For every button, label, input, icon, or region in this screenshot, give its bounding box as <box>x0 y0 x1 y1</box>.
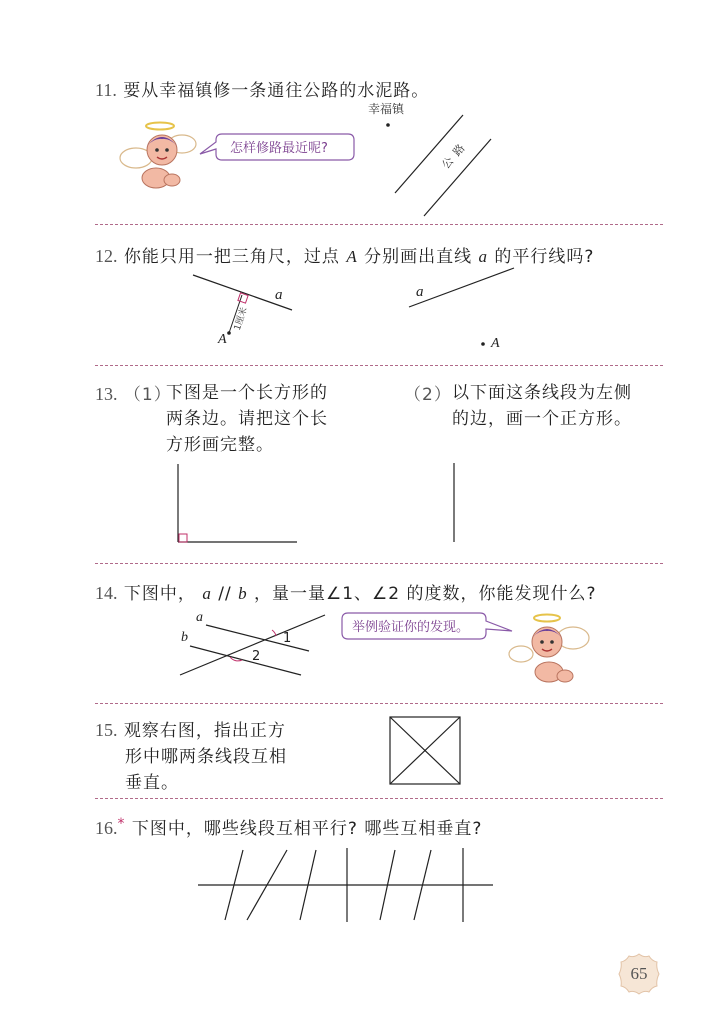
parallel-symbol: // <box>218 584 232 604</box>
q12-text-part: 分别画出直线 <box>364 247 473 267</box>
ruler-label: 1厘米 <box>232 306 250 332</box>
speech-bubble <box>340 611 515 641</box>
label-a-right: a <box>416 284 424 300</box>
optional-star-icon: * <box>117 816 126 832</box>
q16-text <box>95 814 482 839</box>
line-a <box>206 625 309 651</box>
q12-text-part: 的平行线吗? <box>494 247 595 267</box>
q13-part2-text <box>452 380 632 432</box>
q16-prompt: 下图中，哪些线段互相平行? 哪些互相垂直? <box>131 819 483 839</box>
angle-1-arc <box>272 630 276 636</box>
q12-line-name: a <box>478 247 489 266</box>
q14-line-a: a <box>202 584 212 603</box>
q13-header <box>95 380 172 405</box>
section-divider <box>95 563 663 564</box>
angel-mascot-illustration <box>507 610 592 690</box>
line-b <box>190 646 301 675</box>
section-divider <box>95 798 663 799</box>
q13-part1-line: 两条边。请把这个长 <box>166 409 328 429</box>
angle-2-label: 2 <box>252 649 261 664</box>
q15-text <box>95 717 287 796</box>
point-A-left <box>227 331 231 335</box>
q12-text <box>95 242 594 267</box>
town-label: 幸福镇 <box>368 102 405 116</box>
q14-text-part: ，量一量∠1、∠2 的度数，你能发现什么? <box>254 584 597 604</box>
q13-part2-label: （2） <box>404 385 452 405</box>
q14-text-part: 下图中， <box>123 584 196 604</box>
q16-number: 16. <box>95 818 118 838</box>
q13-part2-line: 以下面这条线段为左侧 <box>452 383 632 403</box>
q13-number: 13. <box>95 384 118 404</box>
q12-number: 12. <box>95 246 118 266</box>
q14-text <box>95 579 597 604</box>
label-A-right: A <box>491 336 500 351</box>
line-a-right <box>409 268 514 307</box>
town-point <box>386 123 390 127</box>
section-divider <box>95 703 663 704</box>
label-a-left: a <box>275 287 283 303</box>
page-number-badge <box>617 952 661 996</box>
q13-part1-line: 方形画完整。 <box>166 435 274 455</box>
q14-line-b: b <box>238 584 248 603</box>
road-label: 公路 <box>439 137 472 172</box>
q13-part1-text <box>166 380 328 458</box>
page-number: 65 <box>630 964 648 983</box>
q15-line: 垂直。 <box>125 773 179 793</box>
q15-line: 形中哪两条线段互相 <box>125 747 287 767</box>
q12-text-part: 你能只用一把三角尺，过点 <box>123 247 340 267</box>
q13-part1-line: 下图是一个长方形的 <box>166 383 328 403</box>
q12-point-name: A <box>346 247 358 266</box>
section-divider <box>95 224 663 225</box>
q13-part1-label: （1） <box>123 385 172 405</box>
point-A-right <box>481 342 485 346</box>
q15-line: 观察右图，指出正方 <box>123 721 286 741</box>
bubble-text: 举例验证你的发现。 <box>352 620 470 635</box>
label-a: a <box>196 610 203 625</box>
q11-number: 11. <box>95 80 117 100</box>
q14-number: 14. <box>95 583 118 603</box>
q13-part2-line: 的边，画一个正方形。 <box>452 409 632 429</box>
q11-prompt: 要从幸福镇修一条通往公路的水泥路。 <box>123 81 430 101</box>
section-divider <box>95 365 663 366</box>
label-A-left: A <box>218 332 227 347</box>
label-b: b <box>181 630 188 645</box>
q15-number: 15. <box>95 720 118 740</box>
bubble-text: 怎样修路最近呢? <box>230 141 328 156</box>
angle-1-label: 1 <box>283 631 292 646</box>
right-angle-mark <box>179 534 187 542</box>
